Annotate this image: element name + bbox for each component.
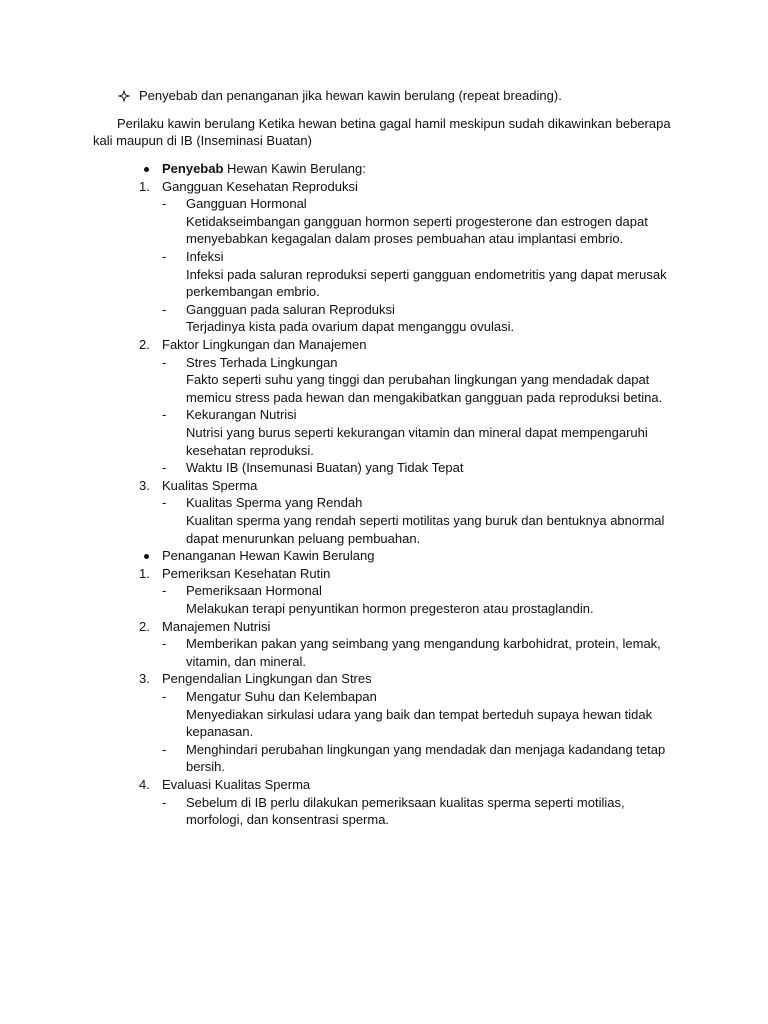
dash-bullet: - <box>162 407 167 423</box>
diamond-bullet-icon <box>117 89 131 103</box>
sub-item-text: kesehatan reproduksi. <box>186 442 314 458</box>
intro-line-1: Perilaku kawin berulang Ketika hewan betina gagal hamil meskipun sudah dikawinkan beberapa <box>117 116 671 131</box>
document-heading: Penyebab dan penanganan jika hewan kawin berulang (repeat breading). <box>139 88 562 103</box>
sub-item-text: morfologi, dan konsentrasi sperma. <box>186 812 390 828</box>
sub-item-text: perkembangan embrio. <box>186 284 320 300</box>
list-number: 1. <box>139 178 150 194</box>
sub-item-text: kepanasan. <box>186 724 254 740</box>
sub-item-title: Gangguan pada saluran Reproduksi <box>186 301 395 317</box>
dash-bullet: - <box>162 636 167 652</box>
dash-bullet: - <box>162 460 167 476</box>
dash-bullet: - <box>162 741 167 757</box>
dash-bullet: - <box>162 689 167 704</box>
list-number: 3. <box>139 477 150 493</box>
list-item-title: Manajemen Nutrisi <box>162 618 271 634</box>
sub-item-text: Kualitan sperma yang rendah seperti motilitas yang buruk dan bentuknya abnormal <box>186 513 665 528</box>
sub-item-title: Stres Terhada Lingkungan <box>186 354 338 370</box>
section-title-bold: Penyebab <box>162 161 224 176</box>
sub-item-text: Nutrisi yang burus seperti kekurangan vitamin dan mineral dapat mempengaruhi <box>186 425 648 440</box>
bullet-dot-icon <box>144 167 149 172</box>
sub-item-title: Sebelum di IB perlu dilakukan pemeriksaan kualitas sperma seperti motilias, <box>186 794 625 810</box>
sub-item-title: Memberikan pakan yang seimbang yang mengandung karbohidrat, protein, lemak, <box>186 636 661 652</box>
sub-item-title: Waktu IB (Insemunasi Buatan) yang Tidak Tepat <box>186 460 464 476</box>
sub-item-title: Kekurangan Nutrisi <box>186 407 297 423</box>
list-item-title: Pemeriksan Kesehatan Rutin <box>162 565 331 581</box>
sub-item-text: Melakukan terapi penyuntikan hormon pregesteron atau prostaglandin. <box>186 601 594 616</box>
sub-item-title: Pemeriksaan Hormonal <box>186 583 322 599</box>
dash-bullet: - <box>162 249 167 264</box>
sub-item-text: Menyediakan sirkulasi udara yang baik dan tempat berteduh supaya hewan tidak <box>186 706 653 722</box>
list-number: 2. <box>139 337 150 352</box>
sub-item-title: Infeksi <box>186 249 224 264</box>
sub-item-text: Fakto seperti suhu yang tinggi dan perubahan lingkungan yang mendadak dapat <box>186 372 650 388</box>
sub-item-text: bersih. <box>186 759 226 775</box>
sub-item-text: menyebabkan kegagalan dalam proses pembuahan atau implantasi embrio. <box>186 231 624 247</box>
list-item-title: Kualitas Sperma <box>162 477 258 493</box>
dash-bullet: - <box>162 196 167 212</box>
list-number: 1. <box>139 565 150 581</box>
list-item-title: Evaluasi Kualitas Sperma <box>162 777 311 792</box>
sub-item-text: Terjadinya kista pada ovarium dapat menganggu ovulasi. <box>186 319 515 335</box>
list-item-title: Gangguan Kesehatan Reproduksi <box>162 178 358 194</box>
list-item-title: Faktor Lingkungan dan Manajemen <box>162 337 367 352</box>
section-title-treatment: Penanganan Hewan Kawin Berulang <box>162 548 375 564</box>
sub-item-text: Ketidakseimbangan gangguan hormon seperti progesterone dan estrogen dapat <box>186 213 648 229</box>
dash-bullet: - <box>162 354 167 370</box>
section-title-rest: Hewan Kawin Berulang: <box>223 161 366 176</box>
sub-item-title: Kualitas Sperma yang Rendah <box>186 495 363 511</box>
dash-bullet: - <box>162 583 167 599</box>
sub-item-text: memicu stress pada hewan dan mengakibatkan gangguan pada reproduksi betina. <box>186 389 663 405</box>
sub-item-text: vitamin, dan mineral. <box>186 653 306 669</box>
dash-bullet: - <box>162 495 167 511</box>
bullet-dot-icon <box>144 554 149 559</box>
list-number: 4. <box>139 777 150 792</box>
list-number: 2. <box>139 618 150 634</box>
sub-item-title: Menghindari perubahan lingkungan yang mendadak dan menjaga kadandang tetap <box>186 741 666 757</box>
sub-item-text: dapat menurunkan peluang pembuahan. <box>186 530 421 546</box>
sub-item-title: Gangguan Hormonal <box>186 196 307 212</box>
dash-bullet: - <box>162 794 167 810</box>
intro-line-2: kali maupun di IB (Inseminasi Buatan) <box>93 133 312 148</box>
list-number: 3. <box>139 671 150 687</box>
sub-item-text: Infeksi pada saluran reproduksi seperti gangguan endometritis yang dapat merusak <box>186 266 667 282</box>
dash-bullet: - <box>162 301 167 317</box>
sub-item-title: Mengatur Suhu dan Kelembapan <box>186 689 377 704</box>
section-title-causes <box>162 160 366 178</box>
list-item-title: Pengendalian Lingkungan dan Stres <box>162 671 372 687</box>
